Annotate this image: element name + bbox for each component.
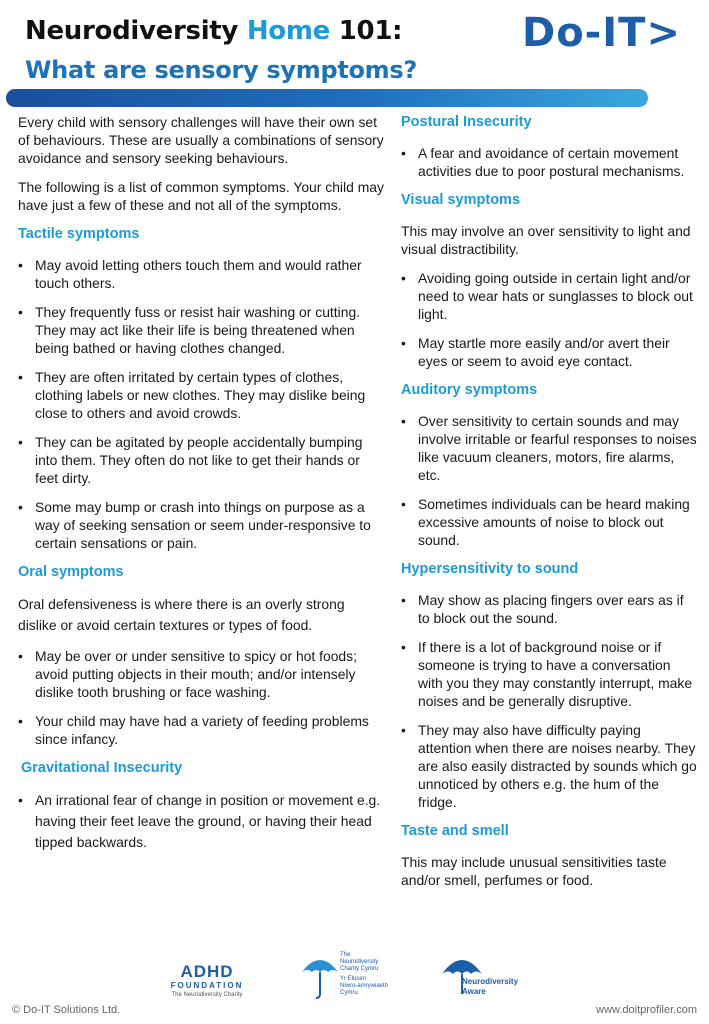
partner-logos	[0, 950, 709, 1005]
list-item: • Your child may have had a variety of feeding problems since infancy.	[18, 712, 384, 748]
list-item: • May startle more easily and/or avert their eyes or seem to avoid eye contact.	[401, 334, 697, 370]
adhd-logo-text: ADHD	[180, 962, 234, 981]
visual-list	[401, 269, 697, 370]
title-accent: Home	[246, 16, 330, 46]
charity-line: Cymru	[340, 990, 358, 996]
oral-intro: Oral defensiveness is where there is an overly strong dislike or avoid certain textures or types of food.	[18, 596, 345, 633]
postural-list	[401, 144, 697, 180]
list-item: • They can be agitated by people accidentally bumping into them. They often do not like to get their hands or feet dirty.	[18, 433, 384, 487]
section-heading-gravitational: Gravitational Insecurity	[21, 760, 183, 776]
list-item: • May be over or under sensitive to spicy or hot foods; avoid putting objects in their mouth; and/or intensely dislike tooth brushing or face washing.	[18, 647, 384, 701]
section-heading-auditory: Auditory symptoms	[401, 382, 538, 398]
title-text: Neurodiversity	[25, 16, 247, 46]
tactile-list	[18, 256, 384, 552]
section-heading-oral: Oral symptoms	[18, 564, 124, 580]
aware-line: Neurodiversity	[462, 977, 519, 986]
do-it-logo: Do-IT>	[522, 10, 681, 56]
header-banner	[6, 89, 648, 107]
section-heading-tactile: Tactile symptoms	[18, 226, 140, 242]
intro-paragraph: Every child with sensory challenges will have their own set of behaviours. These are usually a combinations of sensory avoidance and sensory seeking behaviours.	[18, 114, 384, 166]
charity-line: Charity Cymru	[340, 966, 379, 972]
auditory-list	[401, 412, 697, 549]
page-subtitle: What are sensory symptoms?	[25, 56, 417, 84]
gravitational-list	[18, 790, 384, 853]
adhd-logo-tagline: The Neurodiversity Charity	[171, 992, 243, 998]
page-title	[25, 16, 402, 46]
oral-list	[18, 647, 384, 748]
charity-line: Niwro-amrywiaeth	[340, 983, 389, 989]
visual-intro: This may involve an over sensitivity to light and visual distractibility.	[401, 223, 691, 257]
charity-line: Neurodiversity	[340, 959, 379, 965]
website-link[interactable]: www.doitprofiler.com	[596, 1004, 697, 1016]
aware-line: Aware	[462, 987, 486, 996]
section-heading-visual: Visual symptoms	[401, 192, 521, 208]
list-item: • An irrational fear of change in position or movement e.g. having their feet leave the ground, or having their head tipped backwards.	[18, 790, 384, 853]
list-item: • Over sensitivity to certain sounds and may involve irritable or fearful responses to noises like vacuum cleaners, motors, fire alarms, etc.	[401, 412, 697, 484]
list-item: • May avoid letting others touch them and would rather touch others.	[18, 256, 384, 292]
section-heading-postural: Postural Insecurity	[401, 114, 532, 130]
left-column	[18, 113, 384, 864]
list-item: • A fear and avoidance of certain movement activities due to poor postural mechanisms.	[401, 144, 697, 180]
taste-intro: This may include unusual sensitivities taste and/or smell, perfumes or food.	[401, 854, 667, 888]
aware-text	[462, 977, 518, 997]
charity-line: Yr Elusen	[340, 976, 367, 982]
neurodiversity-aware-logo	[440, 950, 519, 1003]
copyright: © Do-IT Solutions Ltd.	[12, 1004, 121, 1016]
list-item: • May show as placing fingers over ears as if to block out the sound.	[401, 591, 697, 627]
intro-paragraph: The following is a list of common symptoms. Your child may have just a few of these and not all of the symptoms.	[18, 179, 384, 213]
title-suffix: 101:	[330, 16, 403, 46]
list-item: • If there is a lot of background noise or if someone is trying to have a conversation with you they may constantly interrupt, make noises and be generally disruptive.	[401, 638, 697, 710]
list-item: • They frequently fuss or resist hair washing or cutting. They may act like their life is being threatened when being bathed or having clothes changed.	[18, 303, 384, 357]
hypersensitivity-list	[401, 591, 697, 811]
adhd-logo-subtext: FOUNDATION	[170, 981, 244, 990]
charity-name	[340, 952, 400, 997]
right-column	[401, 113, 697, 900]
adhd-foundation-logo	[165, 963, 249, 999]
umbrella-icon	[300, 952, 340, 1000]
list-item: • They are often irritated by certain types of clothes, clothing labels or new clothes. They may dislike being close to others and avoid crowds.	[18, 368, 384, 422]
charity-line: The	[340, 952, 351, 958]
section-heading-hypersensitivity: Hypersensitivity to sound	[401, 561, 579, 577]
list-item: • Avoiding going outside in certain light and/or need to wear hats or sunglasses to block out light.	[401, 269, 697, 323]
list-item: • Some may bump or crash into things on purpose as a way of seeking sensation or seem under-responsive to certain sensations or pain.	[18, 498, 384, 552]
list-item: • They may also have difficulty paying attention when there are noises nearby. They are also easily distracted by sounds which go unnoticed by others e.g. the hum of the fridge.	[401, 721, 697, 811]
list-item: • Sometimes individuals can be heard making excessive amounts of noise to block out sound.	[401, 495, 697, 549]
neurodiversity-charity-logo	[300, 952, 389, 1005]
section-heading-taste: Taste and smell	[401, 823, 509, 839]
